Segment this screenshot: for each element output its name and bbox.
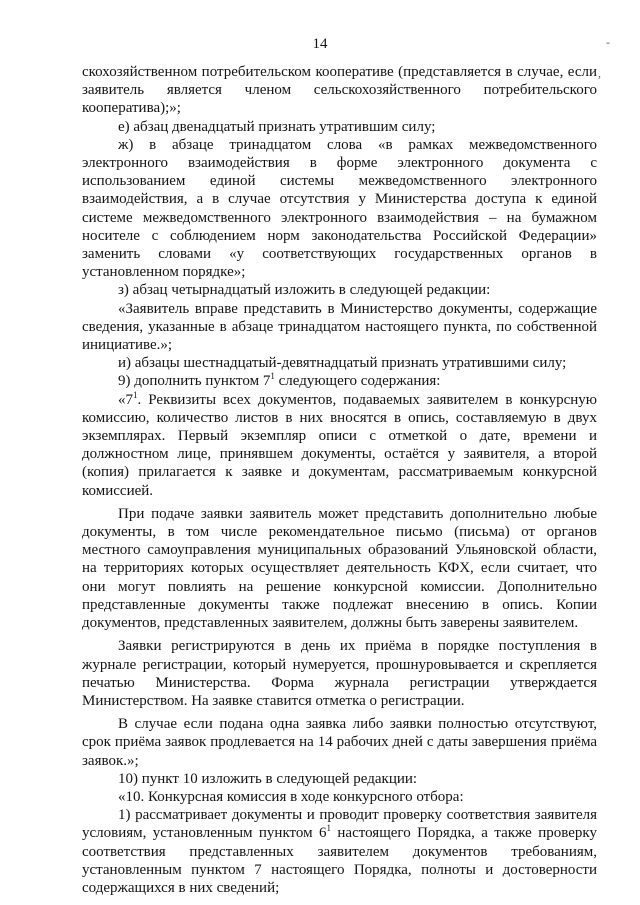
paragraph: «10. Конкурсная комиссия в ходе конкурсного отбора: xyxy=(118,788,464,805)
document-body xyxy=(82,63,597,897)
paragraph: ж) в абзаце тринадцатом слова «в рамках межведомственного электронного взаимодействия в форме электронного документа с использованием единой системы межведомственного электронного взаимодействия, а в случае отсутствия у Министерства доступа к единой системе межведомственного электронного взаимодействия – на бумажном носителе с соблюдением норм законодательства Российской Федерации» заменить словами «у соответствующих государственных органов в установленном порядке»; xyxy=(82,136,597,281)
superscript: 1 xyxy=(326,823,331,834)
paragraph xyxy=(82,806,597,897)
paragraph-text: следующего содержания: xyxy=(274,373,441,390)
paragraph: В случае если подана одна заявка либо заявки полностью отсутствуют, срок приёма заявок продлевается на 14 рабочих дней с даты завершения приёма заявок.»; xyxy=(82,716,597,769)
paragraph-text: настоящего Порядка, а также проверку соответствия представленных заявителем документов требованиям, установленным пунктом 7 настоящего Порядка, полноты и достоверности содержащихся в них сведений; xyxy=(82,825,597,896)
paragraph-text: . Реквизиты всех документов, подаваемых заявителем в конкурсную комиссию, количество листов в них вносятся в опись, составляемую в двух экземплярах. Первый экземпляр описи с отметкой о дате, времени и должностном лице, принявшем документы, остаётся у заявителя, а второй (копия) прилагается к заявке и документам, рассматриваемым конкурсной комиссией. xyxy=(82,391,597,499)
paragraph: Заявки регистрируются в день их приёма в порядке поступления в журнале регистрации, который нумеруется, прошнуровывается и скрепляется печатью Министерства. Форма журнала регистрации утверждается Министерством. На заявке ставится отметка о регистрации. xyxy=(82,638,597,709)
superscript: 1 xyxy=(133,389,138,400)
paragraph: «Заявитель вправе представить в Министерство документы, содержащие сведения, указанные в абзаце тринадцатом настоящего пункта, по собственной инициативе.»; xyxy=(82,300,597,354)
scan-mark: , xyxy=(598,66,601,80)
paragraph: скохозяйственном потребительском кооперативе (представляется в случае, если заявитель является членом сельскохозяйственного потребительского кооператива);»; xyxy=(82,64,597,117)
paragraph-text: 9) дополнить пунктом 7 xyxy=(118,373,271,390)
paragraph-text: 1) рассматривает документы и проводит проверку соответствия заявителя условиям, установленным пунктом 6 xyxy=(82,807,597,842)
paragraph-text: «7 xyxy=(118,391,133,408)
paragraph: и) абзацы шестнадцатый-девятнадцатый признать утратившими силу; xyxy=(118,355,567,372)
paragraph: При подаче заявки заявитель может представить дополнительно любые документы, в том числе рекомендательное письмо (письма) от органов местного самоуправления муниципальных образований Ульяновской области, на территориях которых осуществляет деятельность КФХ, если считает, что они могут повлиять на решение конкурсной комиссии. Дополнительно представленные документы также подлежат внесению в опись. Копии документов, представленных заявителем, должны быть заверены заявителем. xyxy=(82,505,597,632)
paragraph xyxy=(82,372,597,390)
page-number: 14 xyxy=(312,36,328,52)
paragraph: е) абзац двенадцатый признать утратившим силу; xyxy=(118,118,436,135)
superscript: 1 xyxy=(270,371,275,382)
paragraph xyxy=(82,391,597,500)
paragraph: 10) пункт 10 изложить в следующей редакции: xyxy=(118,770,418,787)
scan-mark: - xyxy=(606,35,610,49)
paragraph: з) абзац четырнадцатый изложить в следующей редакции: xyxy=(118,282,491,299)
